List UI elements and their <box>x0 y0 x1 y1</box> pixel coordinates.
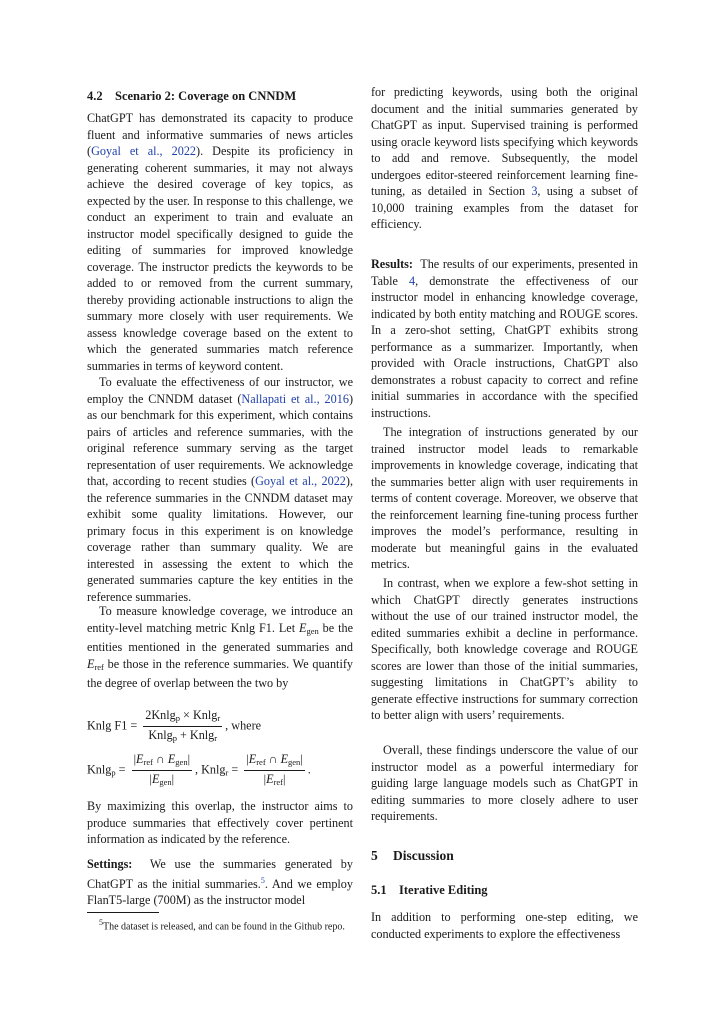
section-link[interactable]: 3 <box>531 184 538 198</box>
citation-link[interactable]: Goyal et al., 2022 <box>255 474 346 488</box>
math-subscript: r <box>217 713 221 723</box>
footnote-rule <box>87 912 159 913</box>
math-subscript: r <box>225 767 229 778</box>
math-symbol: E <box>280 752 289 766</box>
math-symbol: E <box>167 752 176 766</box>
footnote <box>87 917 353 934</box>
paragraph-iterative <box>371 909 638 942</box>
paragraph-integration <box>371 424 638 573</box>
equation-knlg-f1 <box>87 708 353 745</box>
paragraph-metric <box>87 603 353 692</box>
footnote-text: The dataset is released, and can be found in the Github repo. <box>103 921 345 933</box>
text-run: , using a subset of 10,000 training examples from the dataset for efficiency. <box>371 184 638 231</box>
math-subscript: ref <box>256 757 266 767</box>
eq-term: Knlg <box>87 762 112 777</box>
math-subscript: p <box>111 767 116 778</box>
math-symbol: E <box>299 620 307 635</box>
math-symbol: E <box>87 656 95 671</box>
table-link[interactable]: 4 <box>409 273 416 288</box>
math-subscript: ref <box>143 757 153 767</box>
text-run: , demonstrate the effectiveness of our instructor model in enhancing knowledge coverage, indicated by both entity matching and ROUGE scores. In a zero-shot setting, ChatGPT exhibits strong performance as a summarizer. Importantly, when provided with Oracle instructions, ChatGPT also demonstrates a robust capacity to correct and refine initial summaries in accordance with the specified instructions. <box>371 273 638 420</box>
math-subscript: ref <box>94 661 104 672</box>
text-run: ). Despite its proficiency in generating coherent summaries, it may not always achieve the desired coverage of key topics, as expected by the user. In response to this challenge, we conduct an experiment to train and evaluate an instructor model specifically designed to guide the editing of summaries for improved knowledge coverage. The instructor predicts the keywords to be added to or removed from the current summary, thereby providing actionable instructions to align the summary more closely with user requirements. We assess knowledge coverage based on the extent to which the generated summaries match reference summaries in terms of keyword content. <box>87 144 353 373</box>
math-subscript: p <box>175 713 180 723</box>
text-run: In contrast, when we explore a few-shot setting in which ChatGPT directly generates instructions without the use of our trained instructor model, the edited summaries exhibit a decline in performance. Specifically, both knowledge coverage and ROUGE scores are lower than those of the initial summaries, suggesting limitations in ChatGPT’s ability to generate effective instructions for summary correction to better align with users’ requirements. <box>371 576 638 722</box>
text-run: ChatGPT has demonstrated its capacity to produce fluent and informative summaries of news articles ( <box>87 111 353 158</box>
math-subscript: p <box>172 733 177 743</box>
text-run: Overall, these findings underscore the value of our instructor model as a powerful intermediary for guiding large language models such as ChatGPT in editing summaries to more closely adhere to user requirements. <box>371 743 638 823</box>
fraction: $\frac{|E_{ref} \cap E_{gen}|}{|E_{ref}|}$ <box>246 752 303 787</box>
text-run: The integration of instructions generated by our trained instructor model leads to remarkable improvements in knowledge coverage, indicating that the summaries better align with user requirements in terms of content coverage. Moreover, we observe that the reinforcement learning fine-tuning process further improves the model’s performance, resulting in moderate but meaningful gains in the evaluated metrics. <box>371 425 638 571</box>
text-run: In addition to performing one-step editing, we conducted experiments to explore the effectiveness <box>371 910 638 941</box>
text-run: be the entities mentioned in the generated summaries and <box>87 620 353 654</box>
text-run: To measure knowledge coverage, we introduce an entity-level matching metric Knlg F1. Let <box>87 604 353 635</box>
paragraph-contrast <box>371 575 638 724</box>
section-title: Scenario 2: Coverage on CNNDM <box>115 89 297 103</box>
section-title: Discussion <box>393 848 454 863</box>
paragraph-settings <box>87 856 353 909</box>
paragraph-overlap <box>87 798 353 848</box>
paragraph-dataset <box>87 374 353 605</box>
footnote-marker[interactable]: 5 <box>260 875 265 885</box>
math-subscript: gen <box>288 757 301 767</box>
text-run: The results of our experiments, presented in Table <box>371 257 638 288</box>
paragraph-overall <box>371 742 638 825</box>
citation-link[interactable]: Nallapati et al., 2016 <box>241 391 349 406</box>
text-run: be those in the reference summaries. We quantify the degree of overlap between the two by <box>87 656 353 690</box>
math-symbol: E <box>151 772 160 786</box>
section-title: Iterative Editing <box>399 883 488 897</box>
math-symbol: E <box>266 772 274 786</box>
section-heading-4-2 <box>87 88 353 105</box>
math-symbol: E <box>136 752 144 766</box>
section-heading-5 <box>371 848 638 865</box>
run-in-heading: Results: <box>371 257 413 271</box>
footnote-number: 5 <box>99 918 103 927</box>
section-number: 4.2 <box>87 89 103 103</box>
text-run: . And we employ FlanT5-large (700M) as the instructor model <box>87 876 353 908</box>
eq-term: 2Knlg <box>145 708 176 722</box>
eq-term: Knlg <box>148 728 173 742</box>
section-heading-5-1 <box>371 882 638 899</box>
math-subscript: gen <box>159 777 172 787</box>
paragraph-intro <box>87 110 353 374</box>
text-run: To evaluate the effectiveness of our instructor, we employ the CNNDM dataset ( <box>87 375 353 406</box>
eq-sign: = <box>231 762 239 777</box>
section-number: 5 <box>371 848 378 863</box>
eq-term: × Knlg <box>183 708 218 722</box>
math-subscript: r <box>214 733 218 743</box>
eq-sign: ∩ <box>155 752 165 766</box>
text-run: We use the summaries generated by ChatGPT as the initial summaries. <box>87 857 353 891</box>
text-run: ) as our benchmark for this experiment, which contains pairs of articles and reference summaries, with the original reference summary serving as the target representation of user requirements. We acknowledge that, according to recent studies ( <box>87 391 353 488</box>
paragraph-predicting <box>371 84 638 233</box>
paragraph-results <box>371 256 638 421</box>
math-subscript: ref <box>273 777 283 787</box>
equation-lhs: Knlg F1 = <box>87 718 138 733</box>
eq-sign: = <box>118 762 126 777</box>
fraction <box>143 708 222 745</box>
fraction: $\frac{|E_{ref} \cap E_{gen}|}{|E_{gen}|}$ <box>133 752 191 787</box>
eq-sign: ∩ <box>268 752 278 766</box>
math-subscript: gen <box>306 625 319 636</box>
math-subscript: gen <box>175 757 188 767</box>
section-number: 5.1 <box>371 883 387 897</box>
eq-term: Knlg <box>201 762 226 777</box>
run-in-heading: Settings: <box>87 857 133 871</box>
text-run: ), the reference summaries in the CNNDM dataset may exhibit some quality limitations. However, our primary focus in this experiment is on knowledge coverage rather than summary quality. We are interested in assessing the extent to which the generated summaries capture the key entities in the reference summaries. <box>87 474 353 604</box>
equation-knlg-pr: Knlg$_p$ = $\frac{|E_{ref} \cap E_{gen}|}{|E_{gen}|}$ , Knlg$_r$ = $\frac{|E_{ref} \cap E_{gen}|}{|E_{ref}|}$ . <box>87 752 311 787</box>
text-run: for predicting keywords, using both the original document and the initial summaries generated by ChatGPT as input. Supervised training is performed using oracle keyword lists specifying which keywords to add and remove. Subsequently, the model undergoes editor-steered reinforcement learning fine-tuning, as detailed in Section <box>371 85 638 198</box>
text-run: By maximizing this overlap, the instructor aims to produce summaries that effectively cover pertinent information as indicated by the reference. <box>87 799 353 846</box>
citation-link[interactable]: Goyal et al., 2022 <box>91 144 197 158</box>
eq-term: + Knlg <box>179 728 215 742</box>
math-symbol: E <box>248 752 257 766</box>
eq-where: , where <box>225 718 262 733</box>
